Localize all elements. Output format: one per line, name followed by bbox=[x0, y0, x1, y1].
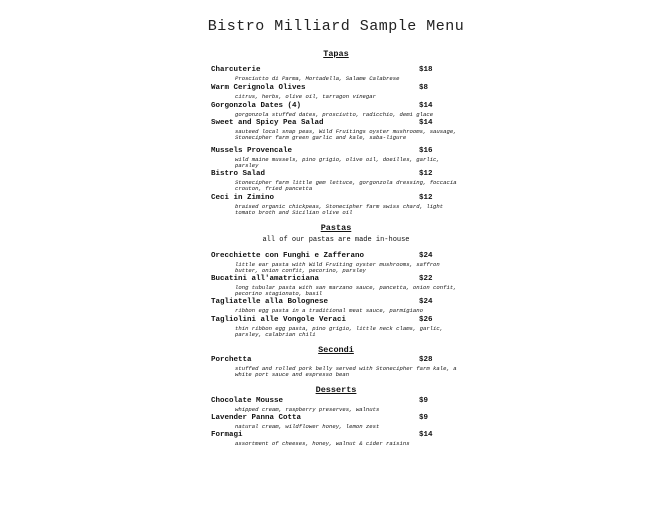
menu-item bbox=[211, 170, 461, 193]
item-description: sauteed local snap peas, Wild Fruitings oyster mushrooms, sausage, Stonecipher farm green garlic and kale, saba-ligure bbox=[235, 128, 457, 142]
item-price: $12 bbox=[419, 194, 433, 202]
menu-item bbox=[211, 119, 461, 142]
item-description: citrus, herbs, olive oil, tarragon vinegar bbox=[235, 93, 376, 100]
menu-item bbox=[211, 66, 461, 82]
item-price: $9 bbox=[419, 397, 429, 405]
item-description: Stonecipher farm little gem lettuce, gorgonzola dressing, foccacia crouton, fried pancetta bbox=[235, 179, 457, 193]
item-description: thin ribbon egg pasta, pino grigio, little neck clams, garlic, parsley, calabrian chili bbox=[235, 325, 444, 339]
item-name: Warm Cerignola Olives bbox=[211, 84, 306, 92]
item-price: $8 bbox=[419, 84, 429, 92]
item-price: $14 bbox=[419, 102, 433, 110]
item-name: Sweet and Spicy Pea Salad bbox=[211, 119, 324, 127]
item-name: Charcuterie bbox=[211, 66, 261, 74]
item-price: $9 bbox=[419, 414, 429, 422]
item-name: Bistro Salad bbox=[211, 170, 266, 178]
item-description: gorgonzola stuffed dates, prosciutto, radicchio, demi glace bbox=[235, 111, 434, 118]
item-name: Ceci in Zimino bbox=[211, 194, 275, 202]
item-description: wild maine mussels, pino grigio, olive oil, doeilles, garlic, parsley bbox=[235, 156, 440, 170]
item-description: braised organic chickpeas, Stonecipher farm swiss chard, light tomato broth and Sicilian olive oil bbox=[235, 203, 444, 217]
item-price: $28 bbox=[419, 356, 433, 364]
menu-item bbox=[211, 252, 461, 275]
item-name: Bucatini all'amatriciana bbox=[211, 275, 320, 283]
item-description: little ear pasta with Wild Fruiting oyster mushrooms, saffron butter, onion confit, pecorino, parsley bbox=[235, 261, 440, 275]
item-price: $26 bbox=[419, 316, 433, 324]
menu-item bbox=[211, 147, 461, 170]
menu-item bbox=[211, 102, 461, 118]
item-price: $24 bbox=[419, 298, 433, 306]
item-description: Prosciutto di Parma, Mortadella, Salame Calabrese bbox=[235, 75, 400, 82]
item-price: $18 bbox=[419, 66, 433, 74]
item-description: whipped cream, raspberry preserves, walnuts bbox=[235, 406, 380, 413]
item-price: $22 bbox=[419, 275, 433, 283]
item-price: $12 bbox=[419, 170, 433, 178]
item-name: Formagi bbox=[211, 431, 243, 439]
item-price: $14 bbox=[419, 119, 433, 127]
menu-item bbox=[211, 414, 461, 430]
item-price: $24 bbox=[419, 252, 433, 260]
menu-item bbox=[211, 84, 461, 100]
item-name: Tagliolini alle Vongole Veraci bbox=[211, 316, 347, 324]
menu-title: Bistro Milliard Sample Menu bbox=[207, 18, 465, 35]
item-name: Porchetta bbox=[211, 356, 252, 364]
item-name: Lavender Panna Cotta bbox=[211, 414, 302, 422]
item-description: assortment of cheeses, honey, walnut & cider raisins bbox=[235, 440, 410, 447]
item-description: natural cream, wildflower honey, lemon zest bbox=[235, 423, 380, 430]
section-heading-desserts: Desserts bbox=[315, 385, 357, 395]
menu-item bbox=[211, 194, 461, 217]
item-price: $14 bbox=[419, 431, 433, 439]
item-name: Chocolate Mousse bbox=[211, 397, 284, 405]
section-heading-secondi: Secondi bbox=[318, 345, 354, 355]
item-name: Gorgonzola Dates (4) bbox=[211, 102, 302, 110]
menu-item bbox=[211, 275, 461, 298]
item-description: long tubular pasta with san marzano sauce, pancetta, onion confit, pecorino stagionato, basil bbox=[235, 284, 457, 298]
section-heading-pastas: Pastas bbox=[320, 223, 352, 233]
item-description: ribbon egg pasta in a traditional meat sauce, parmigiano bbox=[235, 307, 423, 314]
menu-item bbox=[211, 298, 461, 314]
menu-item bbox=[211, 397, 461, 413]
item-name: Tagliatelle alla Bolognese bbox=[211, 298, 329, 306]
section-heading-tapas: Tapas bbox=[323, 49, 349, 59]
menu-item bbox=[211, 356, 461, 379]
menu-item bbox=[211, 431, 461, 447]
item-name: Orecchiette con Funghi e Zafferano bbox=[211, 252, 365, 260]
item-name: Mussels Provencale bbox=[211, 147, 293, 155]
menu-item bbox=[211, 316, 461, 339]
item-price: $16 bbox=[419, 147, 433, 155]
section-note: all of our pastas are made in-house bbox=[262, 236, 410, 244]
item-description: stuffed and rolled pork belly served with Stonecipher farm kale, a white port sauce and espresso bean bbox=[235, 365, 457, 379]
